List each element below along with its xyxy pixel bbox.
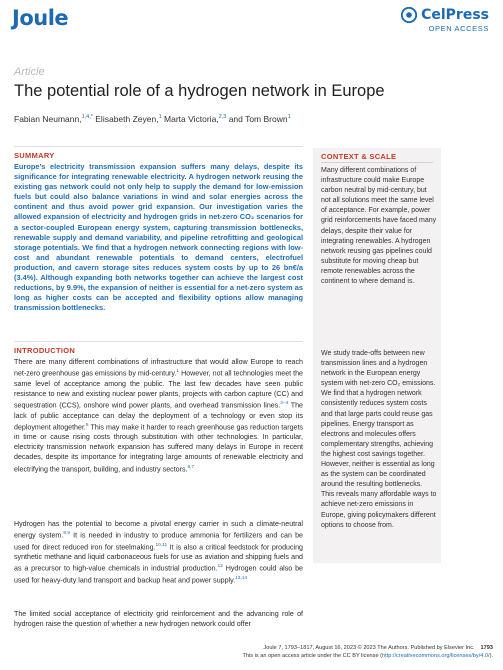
- context-paragraph-1: Many different combinations of infrastructure could make Europe carbon neutral by mid-century, but not all solutions meet the same level of acceptance. For example, power grid reinforcements have faced many delays, despite their value for integrating renewables. A hydrogen network reusing gas pipelines could substitute for moving cheap but remote renewables across the continent to where demand is.: [321, 167, 437, 286]
- author-name: Marta Victoria,: [161, 114, 219, 124]
- article-type-label: Article: [14, 66, 45, 78]
- citation-reference[interactable]: 6,7: [187, 464, 195, 470]
- author-name: Elisabeth Zeyen,: [92, 114, 159, 124]
- paragraph-text: Hydrogen has the potential to become a pivotal energy carrier in such a climate-neutral energy system.: [14, 520, 303, 540]
- license-link[interactable]: http://creativecommons.org/licenses/by/4.0/: [382, 653, 490, 659]
- summary-heading: SUMMARY: [14, 151, 55, 160]
- paragraph-text: The limited social acceptance of electricity grid reinforcement and the advancing role of hydrogen raise the question of whether a new hydrogen network could offer: [14, 610, 303, 629]
- author-name: and Tom Brown: [226, 114, 288, 124]
- article-title: The potential role of a hydrogen network in Europe: [14, 82, 385, 100]
- paragraph-text: The lack of public acceptance can delay the deployment of a technology or even stop its deployment altogether.: [14, 401, 303, 432]
- paragraph-text: It is needed in industry to produce ammonia for fertilizers and can be used for direct reduced iron for steelmaking.: [14, 531, 303, 552]
- page-number: 1793: [480, 645, 493, 651]
- license-text-prefix: This is an open access article under the CC BY license (: [242, 653, 382, 659]
- intro-paragraph-3: [14, 609, 303, 629]
- context-paragraph-2: We study trade-offs between new transmission lines and a hydrogen network in the European energy system with net-zero CO₂ emissions. We find that a hydrogen network consistently reduces system costs and that large parts could reuse gas pipelines. Energy transport as electrons and molecules offers complementary strengths, achieving the highest cost savings together. However, neither is essential as long as the system can be coordinated around the resulting bottlenecks. This reveals many affordable ways to achieve net-zero emissions in Europe, giving policymakers different options to choose from.: [321, 350, 437, 529]
- author-name: Fabian Neumann,: [14, 114, 82, 124]
- page-footer: [14, 644, 493, 660]
- author-affiliation[interactable]: 2,3: [218, 114, 227, 121]
- paragraph-text: However, not all technologies meet the same level of acceptance among the public. The last few decades have seen public resistance to new and existing nuclear power plants, projects with carbon capture (CC) and sequestration (CCS), onshore wind power plants, and overhead transmission lines.: [14, 369, 303, 410]
- citation-reference[interactable]: 2–4: [280, 400, 289, 406]
- author-affiliation[interactable]: 1,4,*: [81, 114, 93, 121]
- citation-reference[interactable]: 1: [176, 369, 180, 375]
- divider: [321, 162, 433, 163]
- citation-reference[interactable]: 8,9: [63, 531, 70, 537]
- divider: [14, 341, 303, 342]
- cellpress-icon: [401, 7, 417, 23]
- citation-text: Joule 7, 1793–1817, August 16, 2023 © 2023 The Authors. Published by Elsevier Inc.: [263, 645, 475, 651]
- open-access-label: OPEN ACCESS: [428, 24, 489, 33]
- divider: [14, 146, 303, 147]
- author-affiliation[interactable]: 1: [287, 114, 291, 121]
- journal-logo: Joule: [12, 6, 69, 30]
- paragraph-text: This may make it harder to reach greenhouse gas reduction targets in time or cause rising costs through substitution with other technologies. In particular, electricity transmission network expansion has suffered many delays in Europe in recent decades, despite its importance for integrating large amounts of renewable electricity and electrifying the transport, building, and industry sectors.: [14, 423, 303, 473]
- summary-text: Europe’s electricity transmission expansion suffers many delays, despite its significance for integrating renewable electricity. A hydrogen network reusing the existing gas network could not only help to supply the demand for low-emission fuels but could also balance variations in wind and solar energies across the continent and thus avoid power grid expansion. Our investigation varies the allowed expansion of electricity and hydrogen grids in net-zero CO₂ scenarios for a sector-coupled European energy system, capturing transmission bottlenecks, renewable supply and demand variability, and pipeline retrofitting and geological storage potentials. We find that a hydrogen network connecting regions with low-cost and abundant renewable potentials to demand centers, electrofuel production, and cavern storage sites reduces system costs by up to 26 bn€/a (3.4%). Although expanding both networks together can achieve the largest cost reductions, by 9.9%, the expansion of neither is essential for a net-zero system as long as higher costs can be accepted and flexibility options allow managing transmission bottlenecks.: [14, 162, 303, 313]
- publisher-logo: [401, 7, 489, 33]
- intro-paragraph-1: [14, 357, 303, 474]
- intro-paragraph-2: [14, 519, 303, 585]
- author-list: [14, 114, 291, 124]
- context-and-scale-box: [313, 148, 441, 563]
- license-text-suffix: ).: [489, 653, 493, 659]
- paragraph-text: Hydrogen could also be used for heavy-duty land transport and backup heat and power supply.: [14, 564, 303, 585]
- citation-reference[interactable]: 12: [217, 564, 223, 570]
- journal-header: [0, 0, 503, 42]
- publisher-name: CelPress: [421, 7, 489, 23]
- author-affiliation[interactable]: 1: [158, 114, 162, 121]
- paragraph-text: There are many different combinations of infrastructure that would allow Europe to reach net-zero greenhouse gas emissions by mid-century.: [14, 358, 303, 378]
- citation-reference[interactable]: 5: [85, 422, 89, 428]
- paragraph-text: It is also a critical feedstock for producing synthetic methane and liquid carbonaceous fuels for use as aviation and shipping fuels and as a precursor to high-value chemicals in industrial production.: [14, 543, 303, 573]
- citation-reference[interactable]: 13,14: [235, 575, 248, 581]
- context-heading: CONTEXT & SCALE: [321, 152, 397, 161]
- introduction-heading: INTRODUCTION: [14, 346, 76, 355]
- citation-reference[interactable]: 10,11: [155, 542, 168, 548]
